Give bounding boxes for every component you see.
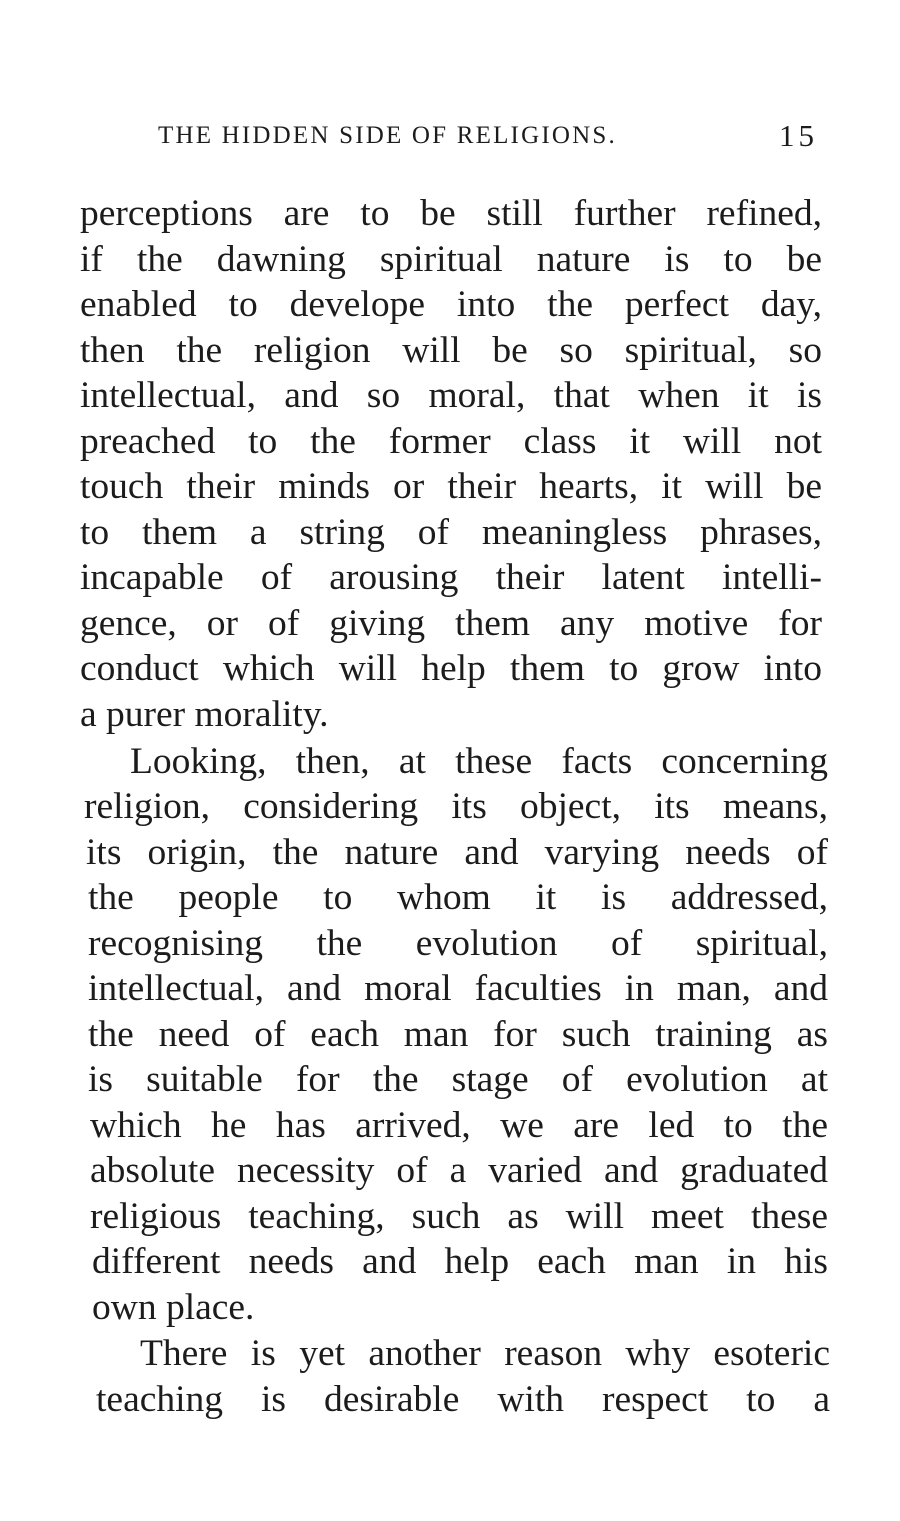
text-line: enabled to develope into the perfect day, xyxy=(80,284,822,325)
text-line: absolute necessity of a varied and graduated xyxy=(90,1150,828,1191)
text-line: Looking, then, at these facts concerning xyxy=(130,741,828,782)
text-line: a purer morality. xyxy=(80,694,329,735)
text-line: incapable of arousing their latent intelli- xyxy=(80,557,822,598)
text-line: if the dawning spiritual nature is to be xyxy=(80,239,822,280)
text-line: is suitable for the stage of evolution at xyxy=(88,1059,828,1100)
text-line: religion, considering its object, its means, xyxy=(84,786,828,827)
text-line: touch their minds or their hearts, it will be xyxy=(80,466,822,507)
text-line: its origin, the nature and varying needs of xyxy=(86,832,828,873)
text-line: intellectual, and moral faculties in man, and xyxy=(88,968,828,1009)
text-line: religious teaching, such as will meet these xyxy=(90,1196,828,1237)
text-line: teaching is desirable with respect to a xyxy=(96,1379,830,1420)
text-line: conduct which will help them to grow into xyxy=(80,648,822,689)
text-line: different needs and help each man in his xyxy=(92,1241,828,1282)
text-line: the need of each man for such training as xyxy=(88,1014,828,1055)
running-head xyxy=(158,118,818,162)
text-line: to them a string of meaningless phrases, xyxy=(80,512,822,553)
text-line: gence, or of giving them any motive for xyxy=(80,603,822,644)
text-line: which he has arrived, we are led to the xyxy=(90,1105,828,1146)
text-line: There is yet another reason why esoteric xyxy=(140,1333,830,1374)
text-line: own place. xyxy=(92,1287,255,1328)
text-line: perceptions are to be still further refined, xyxy=(80,193,822,234)
page-number: 15 xyxy=(779,118,818,153)
text-line: preached to the former class it will not xyxy=(80,421,822,462)
text-line: then the religion will be so spiritual, so xyxy=(80,330,822,371)
text-line: recognising the evolution of spiritual, xyxy=(88,923,828,964)
text-line: intellectual, and so moral, that when it is xyxy=(80,375,822,416)
running-title: THE HIDDEN SIDE OF RELIGIONS. xyxy=(158,122,617,149)
text-line: the people to whom it is addressed, xyxy=(88,877,828,918)
